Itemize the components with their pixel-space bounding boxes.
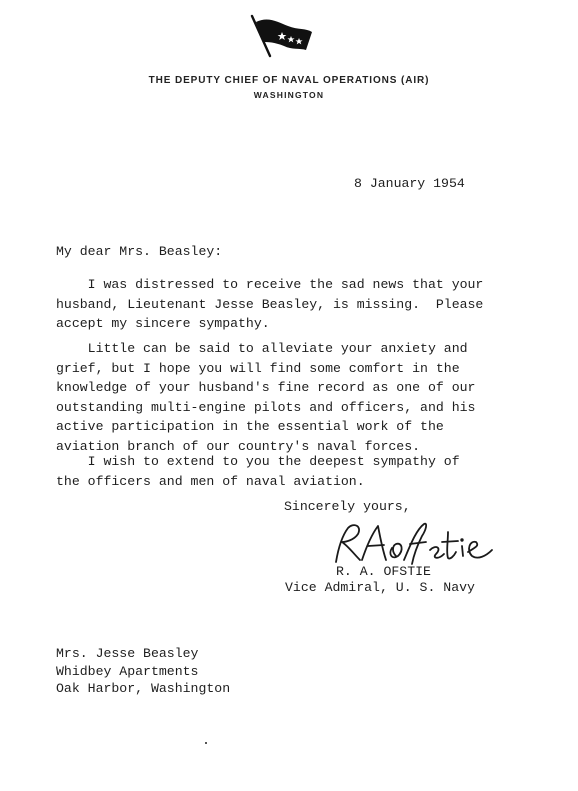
body-paragraph-3: [56, 452, 536, 491]
paragraph-line: accept my sincere sympathy.: [56, 316, 270, 332]
letterhead-title: THE DEPUTY CHIEF OF NAVAL OPERATIONS (AIR): [148, 75, 430, 86]
paragraph-line: grief, but I hope you will find some comfort in the: [56, 360, 460, 376]
recipient-address: [56, 645, 230, 698]
body-paragraph-2: [56, 339, 536, 457]
paper-speck: [205, 742, 207, 744]
closing: Sincerely yours,: [284, 499, 411, 514]
address-line: Mrs. Jesse Beasley: [56, 646, 199, 661]
address-line: Oak Harbor, Washington: [56, 681, 231, 696]
salutation: My dear Mrs. Beasley:: [56, 244, 223, 259]
signer-name: R. A. OFSTIE: [336, 564, 431, 579]
paragraph-line: active participation in the essential work of the: [56, 419, 444, 435]
paragraph-line: aviation branch of our country's naval forces.: [56, 438, 421, 454]
paragraph-line: knowledge of your husband's fine record as one of our: [56, 380, 476, 396]
paragraph-line: I wish to extend to you the deepest sympathy of: [56, 454, 460, 469]
body-paragraph-1: [56, 275, 536, 334]
paragraph-line: Little can be said to alleviate your anxiety and: [56, 341, 468, 356]
signer-title: Vice Admiral, U. S. Navy: [285, 580, 475, 595]
paragraph-line: the officers and men of naval aviation.: [56, 473, 365, 489]
flag-with-stars-icon: [248, 12, 314, 62]
handwritten-signature: [326, 520, 496, 568]
paragraph-line: I was distressed to receive the sad news that your: [56, 277, 484, 292]
address-line: Whidbey Apartments: [56, 663, 199, 679]
paragraph-line: husband, Lieutenant Jesse Beasley, is missing. Please: [56, 296, 484, 312]
letterhead-subtitle: WASHINGTON: [253, 90, 325, 100]
letter-date: 8 January 1954: [354, 176, 465, 191]
paragraph-line: outstanding multi-engine pilots and officers, and his: [56, 399, 476, 415]
